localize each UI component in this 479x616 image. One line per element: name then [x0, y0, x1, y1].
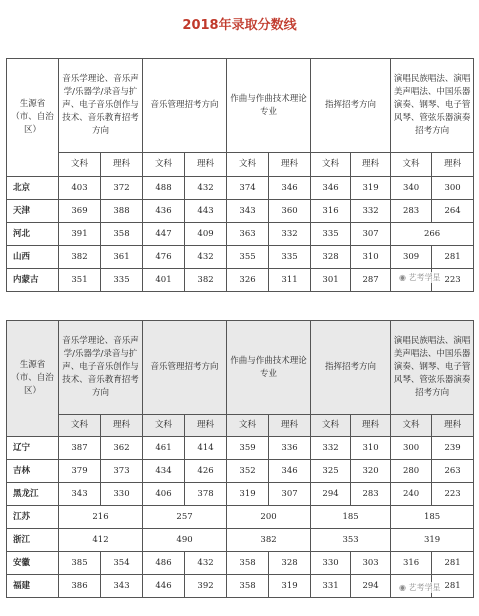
sub-header: 文科 [59, 153, 101, 177]
score-cell: 490 [143, 529, 227, 552]
table-row [7, 460, 474, 483]
score-cell: 316 [391, 552, 432, 575]
score-cell: 281 [432, 552, 474, 575]
score-cell: 369 [59, 200, 101, 223]
score-cell: 200 [227, 506, 311, 529]
score-cell: 335 [311, 223, 351, 246]
sub-header: 理科 [432, 415, 474, 437]
score-cell: 382 [227, 529, 311, 552]
score-cell: 307 [351, 223, 391, 246]
table-row [7, 483, 474, 506]
region-cell: 吉林 [7, 460, 59, 483]
direction-header-music-management: 音乐管理招考方向 [143, 321, 227, 415]
direction-header-composition: 作曲与作曲技术理论专业 [227, 59, 311, 153]
score-cell: 331 [311, 575, 351, 598]
score-table-1 [6, 58, 474, 292]
chat-bubble-icon: ◉ [399, 273, 406, 282]
score-cell: 372 [101, 177, 143, 200]
score-cell: 346 [269, 460, 311, 483]
score-cell: 346 [311, 177, 351, 200]
score-cell: 266 [391, 223, 474, 246]
score-cell: 387 [59, 437, 101, 460]
score-cell: 359 [227, 437, 269, 460]
score-cell: 360 [269, 200, 311, 223]
score-cell: 307 [269, 483, 311, 506]
score-cell: 392 [185, 575, 227, 598]
sub-header: 文科 [311, 415, 351, 437]
score-cell: 328 [269, 552, 311, 575]
score-cell: 432 [185, 246, 227, 269]
score-cell: 414 [185, 437, 227, 460]
score-cell: 263 [432, 460, 474, 483]
score-cell: 310 [351, 246, 391, 269]
score-cell: 355 [227, 246, 269, 269]
direction-header-music-theory: 音乐学理论、音乐声学/乐器学/录音与扩声、电子音乐创作与技术、音乐教育招考方向 [59, 59, 143, 153]
table-row [7, 223, 474, 246]
table-row [7, 529, 474, 552]
sub-header: 文科 [311, 153, 351, 177]
score-cell: 343 [227, 200, 269, 223]
sub-header: 文科 [227, 153, 269, 177]
direction-header-performance: 演唱民族唱法、演唱美声唱法、中国乐器演奏、钢琴、电子管风琴、管弦乐器演奏招考方向 [391, 321, 474, 415]
score-cell: 378 [185, 483, 227, 506]
score-cell: 294 [311, 483, 351, 506]
score-cell: 294 [351, 575, 391, 598]
region-cell: 浙江 [7, 529, 59, 552]
score-cell: 335 [269, 246, 311, 269]
score-cell: 432 [185, 552, 227, 575]
score-cell: 353 [311, 529, 391, 552]
score-cell: 332 [311, 437, 351, 460]
score-cell: 320 [351, 460, 391, 483]
score-cell: 223 [432, 269, 474, 292]
score-cell: 379 [59, 460, 101, 483]
region-cell: 福建 [7, 575, 59, 598]
score-cell: 326 [227, 269, 269, 292]
direction-header-performance: 演唱民族唱法、演唱美声唱法、中国乐器演奏、钢琴、电子管风琴、管弦乐器演奏招考方向 [391, 59, 474, 153]
score-cell: 330 [101, 483, 143, 506]
table-row [7, 552, 474, 575]
score-cell: 319 [269, 575, 311, 598]
score-cell: 358 [101, 223, 143, 246]
table-row [7, 437, 474, 460]
score-cell: 325 [311, 460, 351, 483]
score-cell: 283 [351, 483, 391, 506]
score-cell: 386 [59, 575, 101, 598]
score-cell: 300 [391, 437, 432, 460]
score-cell: 319 [227, 483, 269, 506]
score-cell: 319 [351, 177, 391, 200]
table-row [7, 246, 474, 269]
score-cell: 281 [432, 246, 474, 269]
score-cell: 300 [432, 177, 474, 200]
table-row [7, 200, 474, 223]
score-cell: 332 [351, 200, 391, 223]
score-cell: 403 [59, 177, 101, 200]
score-cell: 358 [227, 575, 269, 598]
score-cell: 185 [311, 506, 391, 529]
table-row [7, 506, 474, 529]
score-cell: 352 [227, 460, 269, 483]
sub-header: 理科 [351, 153, 391, 177]
region-cell: 内蒙古 [7, 269, 59, 292]
score-cell: 216 [59, 506, 143, 529]
score-cell: 362 [101, 437, 143, 460]
score-cell: 374 [227, 177, 269, 200]
table-row [7, 177, 474, 200]
score-cell: 412 [59, 529, 143, 552]
direction-header-conducting: 指挥招考方向 [311, 321, 391, 415]
score-cell: 332 [269, 223, 311, 246]
score-cell: 358 [227, 552, 269, 575]
score-cell: 447 [143, 223, 185, 246]
score-cell: 239 [432, 437, 474, 460]
sub-header: 文科 [391, 415, 432, 437]
score-cell: 281 [432, 575, 474, 598]
score-cell: 434 [143, 460, 185, 483]
score-cell: 335 [101, 269, 143, 292]
sub-header: 文科 [59, 415, 101, 437]
region-cell: 安徽 [7, 552, 59, 575]
region-header: 生源省 （市、自治区） [7, 59, 59, 177]
score-cell: 303 [351, 552, 391, 575]
score-cell: 361 [101, 246, 143, 269]
sub-header: 理科 [432, 153, 474, 177]
score-cell: 240 [391, 483, 432, 506]
score-cell: 486 [143, 552, 185, 575]
score-cell: 336 [269, 437, 311, 460]
direction-header-composition: 作曲与作曲技术理论专业 [227, 321, 311, 415]
direction-header-music-theory: 音乐学理论、音乐声学/乐器学/录音与扩声、电子音乐创作与技术、音乐教育招考方向 [59, 321, 143, 415]
region-cell: 山西 [7, 246, 59, 269]
sub-header: 理科 [101, 415, 143, 437]
sub-header: 理科 [351, 415, 391, 437]
score-cell: 388 [101, 200, 143, 223]
score-cell: 309 [391, 246, 432, 269]
score-cell: 426 [185, 460, 227, 483]
score-cell: 443 [185, 200, 227, 223]
score-cell: 264 [432, 200, 474, 223]
score-cell: 406 [143, 483, 185, 506]
sub-header: 文科 [143, 415, 185, 437]
watermark: ◉ 艺考学星 [396, 272, 444, 283]
score-cell: 436 [143, 200, 185, 223]
region-cell: 天津 [7, 200, 59, 223]
watermark: ◉ 艺考学星 [396, 582, 444, 593]
score-cell: 476 [143, 246, 185, 269]
page-title: 2018年录取分数线 [182, 18, 297, 33]
score-cell: 354 [101, 552, 143, 575]
sub-header: 理科 [269, 415, 311, 437]
score-cell: 257 [143, 506, 227, 529]
score-cell: 461 [143, 437, 185, 460]
sub-header: 文科 [391, 153, 432, 177]
score-cell: 432 [185, 177, 227, 200]
sub-header: 文科 [143, 153, 185, 177]
region-cell: 黑龙江 [7, 483, 59, 506]
score-cell: 343 [101, 575, 143, 598]
score-cell: 330 [311, 552, 351, 575]
score-cell: 488 [143, 177, 185, 200]
score-cell: 283 [391, 200, 432, 223]
sub-header: 理科 [185, 415, 227, 437]
score-cell: 311 [269, 269, 311, 292]
sub-header: 理科 [185, 153, 227, 177]
score-cell: 316 [311, 200, 351, 223]
score-cell: 446 [143, 575, 185, 598]
score-cell: 319 [391, 529, 474, 552]
score-cell: 385 [59, 552, 101, 575]
score-cell: 382 [185, 269, 227, 292]
region-cell: 河北 [7, 223, 59, 246]
region-header: 生源省 （市、自治区） [7, 321, 59, 437]
chat-bubble-icon: ◉ [399, 583, 406, 592]
score-cell: 340 [391, 177, 432, 200]
direction-header-music-management: 音乐管理招考方向 [143, 59, 227, 153]
direction-header-conducting: 指挥招考方向 [311, 59, 391, 153]
score-cell: 346 [269, 177, 311, 200]
region-cell: 辽宁 [7, 437, 59, 460]
region-cell: 北京 [7, 177, 59, 200]
region-cell: 江苏 [7, 506, 59, 529]
score-cell: 223 [432, 483, 474, 506]
sub-header: 理科 [269, 153, 311, 177]
score-cell: 373 [101, 460, 143, 483]
score-cell: 391 [59, 223, 101, 246]
score-cell: 287 [351, 269, 391, 292]
score-table-2 [6, 320, 474, 598]
sub-header: 理科 [101, 153, 143, 177]
score-cell: 343 [59, 483, 101, 506]
score-cell: 409 [185, 223, 227, 246]
score-cell: 351 [59, 269, 101, 292]
score-cell: 310 [351, 437, 391, 460]
score-cell: 185 [391, 506, 474, 529]
score-cell: 382 [59, 246, 101, 269]
sub-header: 文科 [227, 415, 269, 437]
score-cell: 301 [311, 269, 351, 292]
score-cell: 328 [311, 246, 351, 269]
score-cell: 280 [391, 460, 432, 483]
score-cell: 401 [143, 269, 185, 292]
score-cell: 363 [227, 223, 269, 246]
